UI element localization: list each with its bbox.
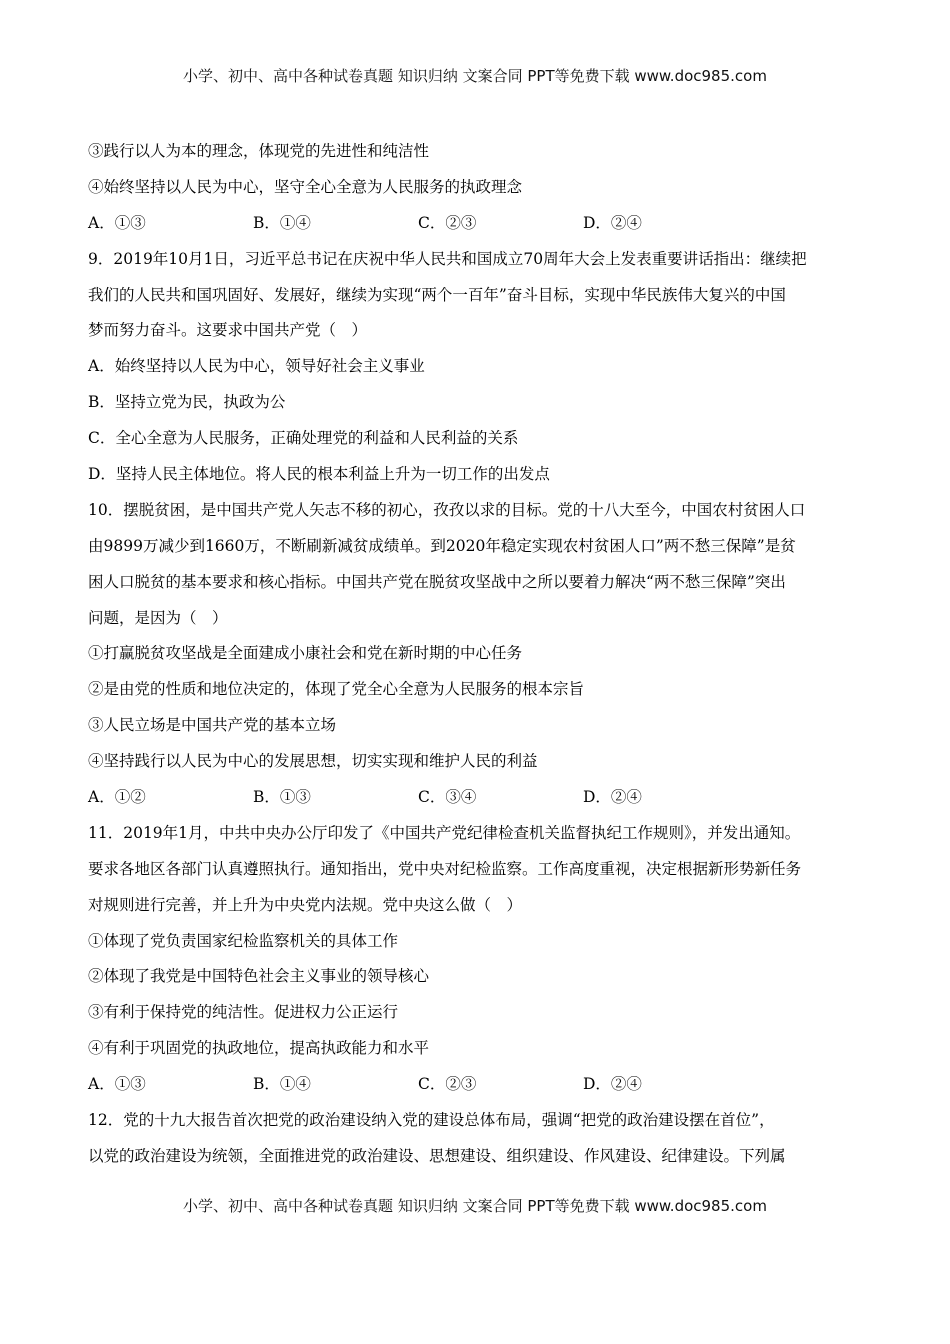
q10-stem-line-1: 10．摆脱贫困，是中国共产党人矢志不移的初心，孜孜以求的目标。党的十八大至今，中国农村贫困人口	[88, 500, 806, 519]
q8-item-3: ③践行以人为本的理念，体现党的先进性和纯洁性	[88, 142, 430, 160]
q12-stem-line-2: 以党的政治建设为统领，全面推进党的政治建设、思想建设、组织建设、作风建设、纪律建设。下列属	[88, 1146, 786, 1165]
q10-option-c: C．③④	[418, 788, 477, 807]
q11-item-4: ④有利于巩固党的执政地位，提高执政能力和水平	[88, 1039, 430, 1058]
q10-stem-line-2: 由9899万减少到1660万，不断刷新减贫成绩单。到2020年稳定实现农村贫困人口”两不愁三保障”是贫	[88, 536, 796, 555]
q10-item-3: ③人民立场是中国共产党的基本立场	[88, 716, 337, 735]
q11-item-2: ②体现了我党是中国特色社会主义事业的领导核心	[88, 967, 430, 986]
q9-stem-line-2: 我们的人民共和国巩固好、发展好，继续为实现“两个一百年”奋斗目标，实现中华民族伟大复兴的中国	[88, 285, 786, 304]
q9-option-c: C．全心全意为人民服务，正确处理党的利益和人民利益的关系	[88, 429, 519, 448]
q11-item-1: ①体现了党负责国家纪检监察机关的具体工作	[88, 931, 399, 950]
q10-item-1: ①打赢脱贫攻坚战是全面建成小康社会和党在新时期的中心任务	[88, 644, 523, 663]
q11-stem-line-3: 对规则进行完善，并上升为中央党内法规。党中央这么做（ ）	[88, 895, 523, 914]
q8-option-c: C．②③	[418, 213, 477, 232]
q10-stem-line-3: 困人口脱贫的基本要求和核心指标。中国共产党在脱贫攻坚战中之所以要着力解决“两不愁三保障”突出	[88, 572, 786, 591]
q11-options	[88, 1067, 868, 1103]
q11-option-c: C．②③	[418, 1075, 477, 1094]
q10-options	[88, 780, 868, 816]
q9-option-d: D．坚持人民主体地位。将人民的根本利益上升为一切工作的出发点	[88, 465, 550, 484]
q9-option-a: A．始终坚持以人民为中心，领导好社会主义事业	[88, 357, 425, 376]
q11-option-b: B．①④	[253, 1075, 311, 1094]
q11-option-a: A．①③	[88, 1075, 146, 1094]
q9-option-b: B．坚持立党为民，执政为公	[88, 393, 286, 412]
q8-option-d: D．②④	[583, 213, 642, 232]
q9-stem-line-3: 梦而努力奋斗。这要求中国共产党（ ）	[88, 321, 368, 340]
q8-options	[88, 206, 868, 242]
q11-stem-line-1: 11．2019年1月，中共中央办公厅印发了《中国共产党纪律检查机关监督执纪工作规则》，并发出通知。	[88, 823, 801, 842]
page-header: 小学、初中、高中各种试卷真题 知识归纳 文案合同 PPT等免费下载 www.doc985.com	[183, 67, 767, 85]
q10-item-4: ④坚持践行以人民为中心的发展思想，切实实现和维护人民的利益	[88, 752, 538, 771]
q8-option-a: A．①③	[88, 213, 146, 232]
q8-option-b: B．①④	[253, 213, 311, 232]
q10-item-2: ②是由党的性质和地位决定的，体现了党全心全意为人民服务的根本宗旨	[88, 680, 585, 699]
q11-item-3: ③有利于保持党的纯洁性。促进权力公正运行	[88, 1003, 399, 1022]
q8-item-4: ④始终坚持以人民为中心，坚守全心全意为人民服务的执政理念	[88, 177, 523, 196]
q11-stem-line-2: 要求各地区各部门认真遵照执行。通知指出，党中央对纪检监察。工作高度重视，决定根据新形势新任务	[88, 859, 802, 878]
q12-stem-line-1: 12．党的十九大报告首次把党的政治建设纳入党的建设总体布局，强调“把党的政治建设摆在首位”，	[88, 1111, 775, 1130]
q10-option-d: D．②④	[583, 788, 642, 807]
q10-option-b: B．①③	[253, 788, 311, 807]
q10-option-a: A．①②	[88, 788, 146, 807]
q9-stem-line-1: 9．2019年10月1日，习近平总书记在庆祝中华人民共和国成立70周年大会上发表重要讲话指出：继续把	[88, 249, 807, 268]
question-content	[88, 134, 868, 1175]
q11-option-d: D．②④	[583, 1075, 642, 1094]
q10-stem-line-4: 问题，是因为（ ）	[88, 608, 228, 627]
page-footer: 小学、初中、高中各种试卷真题 知识归纳 文案合同 PPT等免费下载 www.doc985.com	[183, 1197, 767, 1215]
